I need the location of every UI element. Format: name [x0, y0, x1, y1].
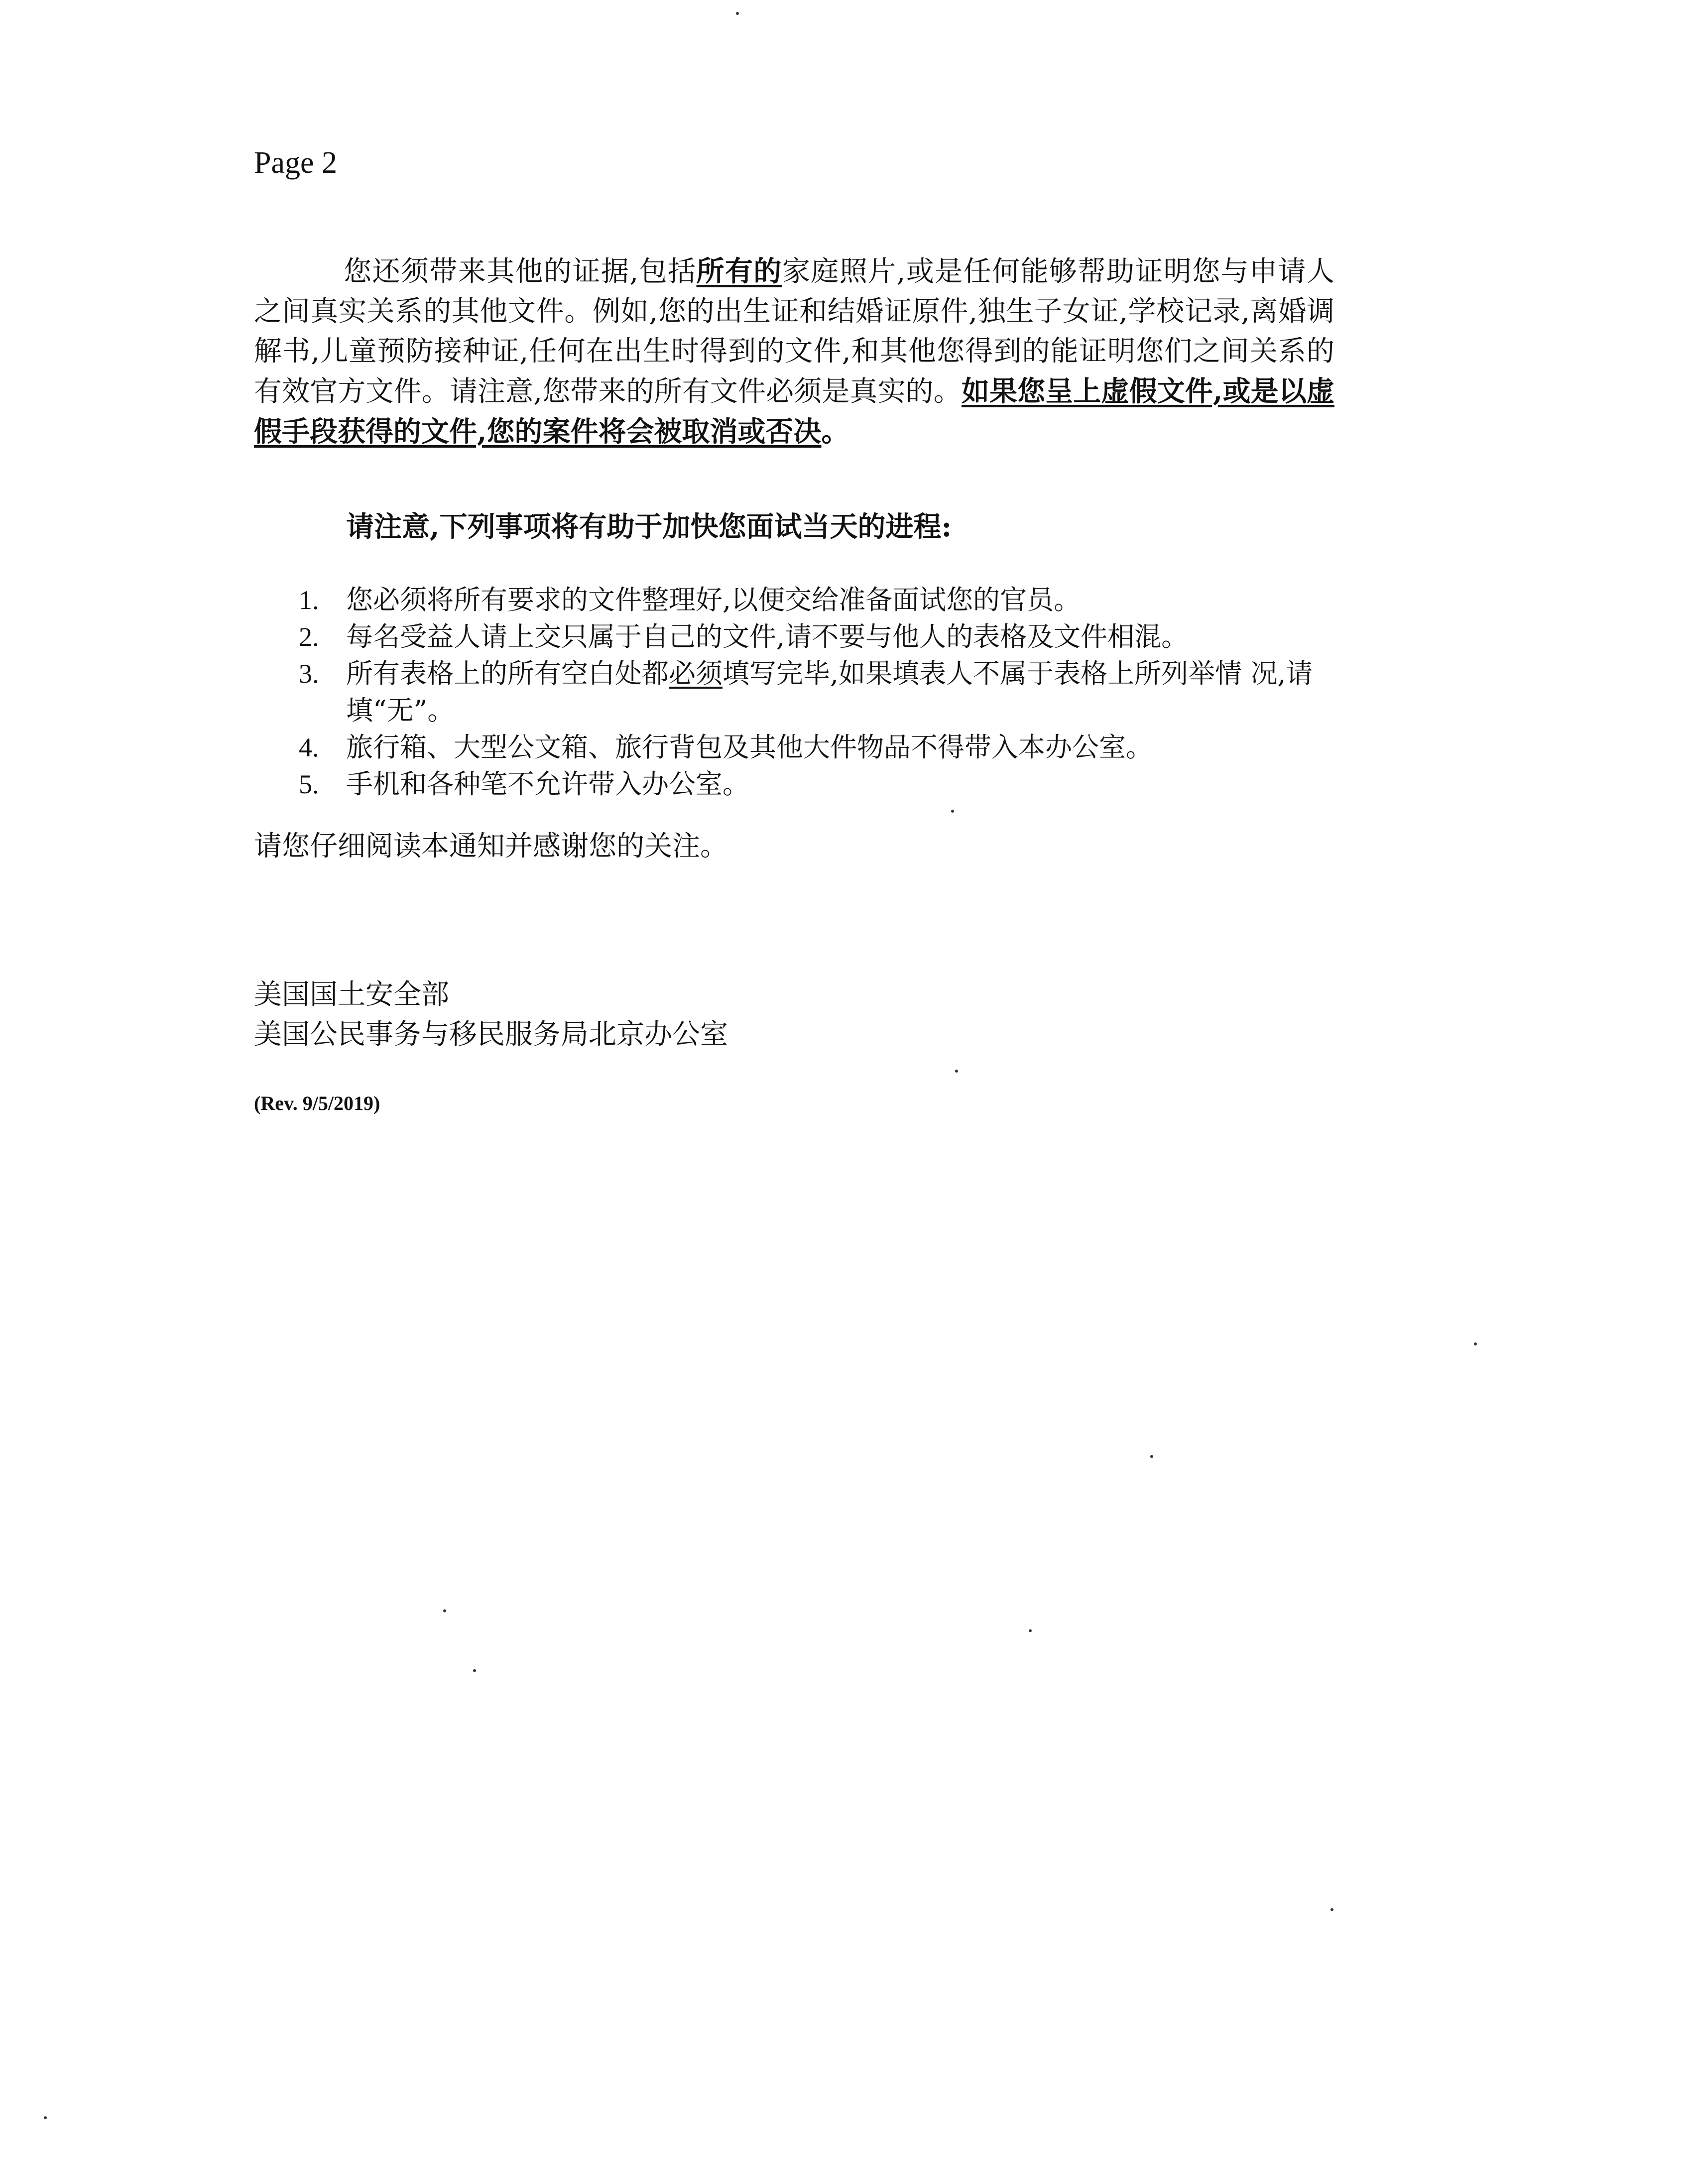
scan-speck	[1150, 1455, 1153, 1458]
list-item-text: 每名受益人请上交只属于自己的文件,请不要与他人的表格及文件相混。	[346, 621, 1189, 652]
revision-date: (Rev. 9/5/2019)	[254, 1092, 380, 1114]
list-item-number: 5.	[299, 769, 319, 799]
scan-speck	[951, 810, 954, 813]
scan-speck	[1474, 1342, 1477, 1345]
intro-text-1: 您还须带来其他的证据,包括	[344, 255, 697, 288]
scan-speck	[473, 1669, 476, 1672]
list-item-text: 手机和各种笔不允许带入办公室。	[346, 768, 749, 800]
signature-office: 美国公民事务与移民服务局北京办公室	[254, 1018, 728, 1051]
list-item-number: 1.	[299, 585, 319, 615]
scan-speck	[736, 12, 739, 15]
intro-emphasis: 所有的	[696, 255, 782, 288]
fraud-warning: 如果您呈上虚假文件,或是以虚假手段获得的文件,您的案件将会被取消或否决	[254, 375, 1334, 448]
scan-speck	[44, 2116, 47, 2119]
list-item-text-before: 所有表格上的所有空白处都	[346, 658, 669, 689]
list-item	[299, 618, 1354, 655]
intro-paragraph	[254, 251, 1334, 452]
signature-block	[254, 975, 728, 1055]
list-item-text: 旅行箱、大型公文箱、旅行背包及其他大件物品不得带入本办公室。	[346, 731, 1153, 763]
requirements-list	[299, 582, 1354, 803]
scan-speck	[1029, 1629, 1032, 1632]
list-item-number: 3.	[299, 659, 319, 689]
signature-department: 美国国土安全部	[254, 978, 449, 1011]
notice-heading: 请注意,下列事项将有助于加快您面试当天的进程:	[346, 510, 952, 543]
list-item-text	[346, 658, 1313, 726]
list-item-number: 4.	[299, 732, 319, 762]
scan-speck	[955, 1070, 958, 1073]
list-item-text: 您必须将所有要求的文件整理好,以便交给准备面试您的官员。	[346, 584, 1081, 615]
list-item	[299, 655, 1354, 729]
list-item	[299, 729, 1354, 766]
intro-text-2: 家庭照片,或是任何能够帮助证明您与申请人之间真实关系的其他文件。例如,您的出生证和结婚证原件,独生子女证,学校记录,离婚调解书,儿童预防接种证,任何在出生时得到的文件,和其他您得到的能证明您们之间关系的有效官方文件。请注意,您带来的所有文件必须是真实的。	[254, 255, 1334, 408]
scan-speck	[1330, 1908, 1333, 1911]
scan-speck	[443, 1609, 446, 1612]
list-item-emphasis: 必须	[669, 658, 723, 689]
list-item-number: 2.	[299, 622, 319, 652]
list-item	[299, 766, 1354, 803]
list-item-text-after: 填写完毕,如果填表人不属于表格上所列举情 况,请填“无”。	[346, 658, 1313, 726]
fraud-warning-end: 。	[821, 415, 849, 448]
closing-line: 请您仔细阅读本通知并感谢您的关注。	[254, 830, 728, 862]
page-label: Page 2	[254, 146, 338, 180]
list-item	[299, 582, 1354, 618]
